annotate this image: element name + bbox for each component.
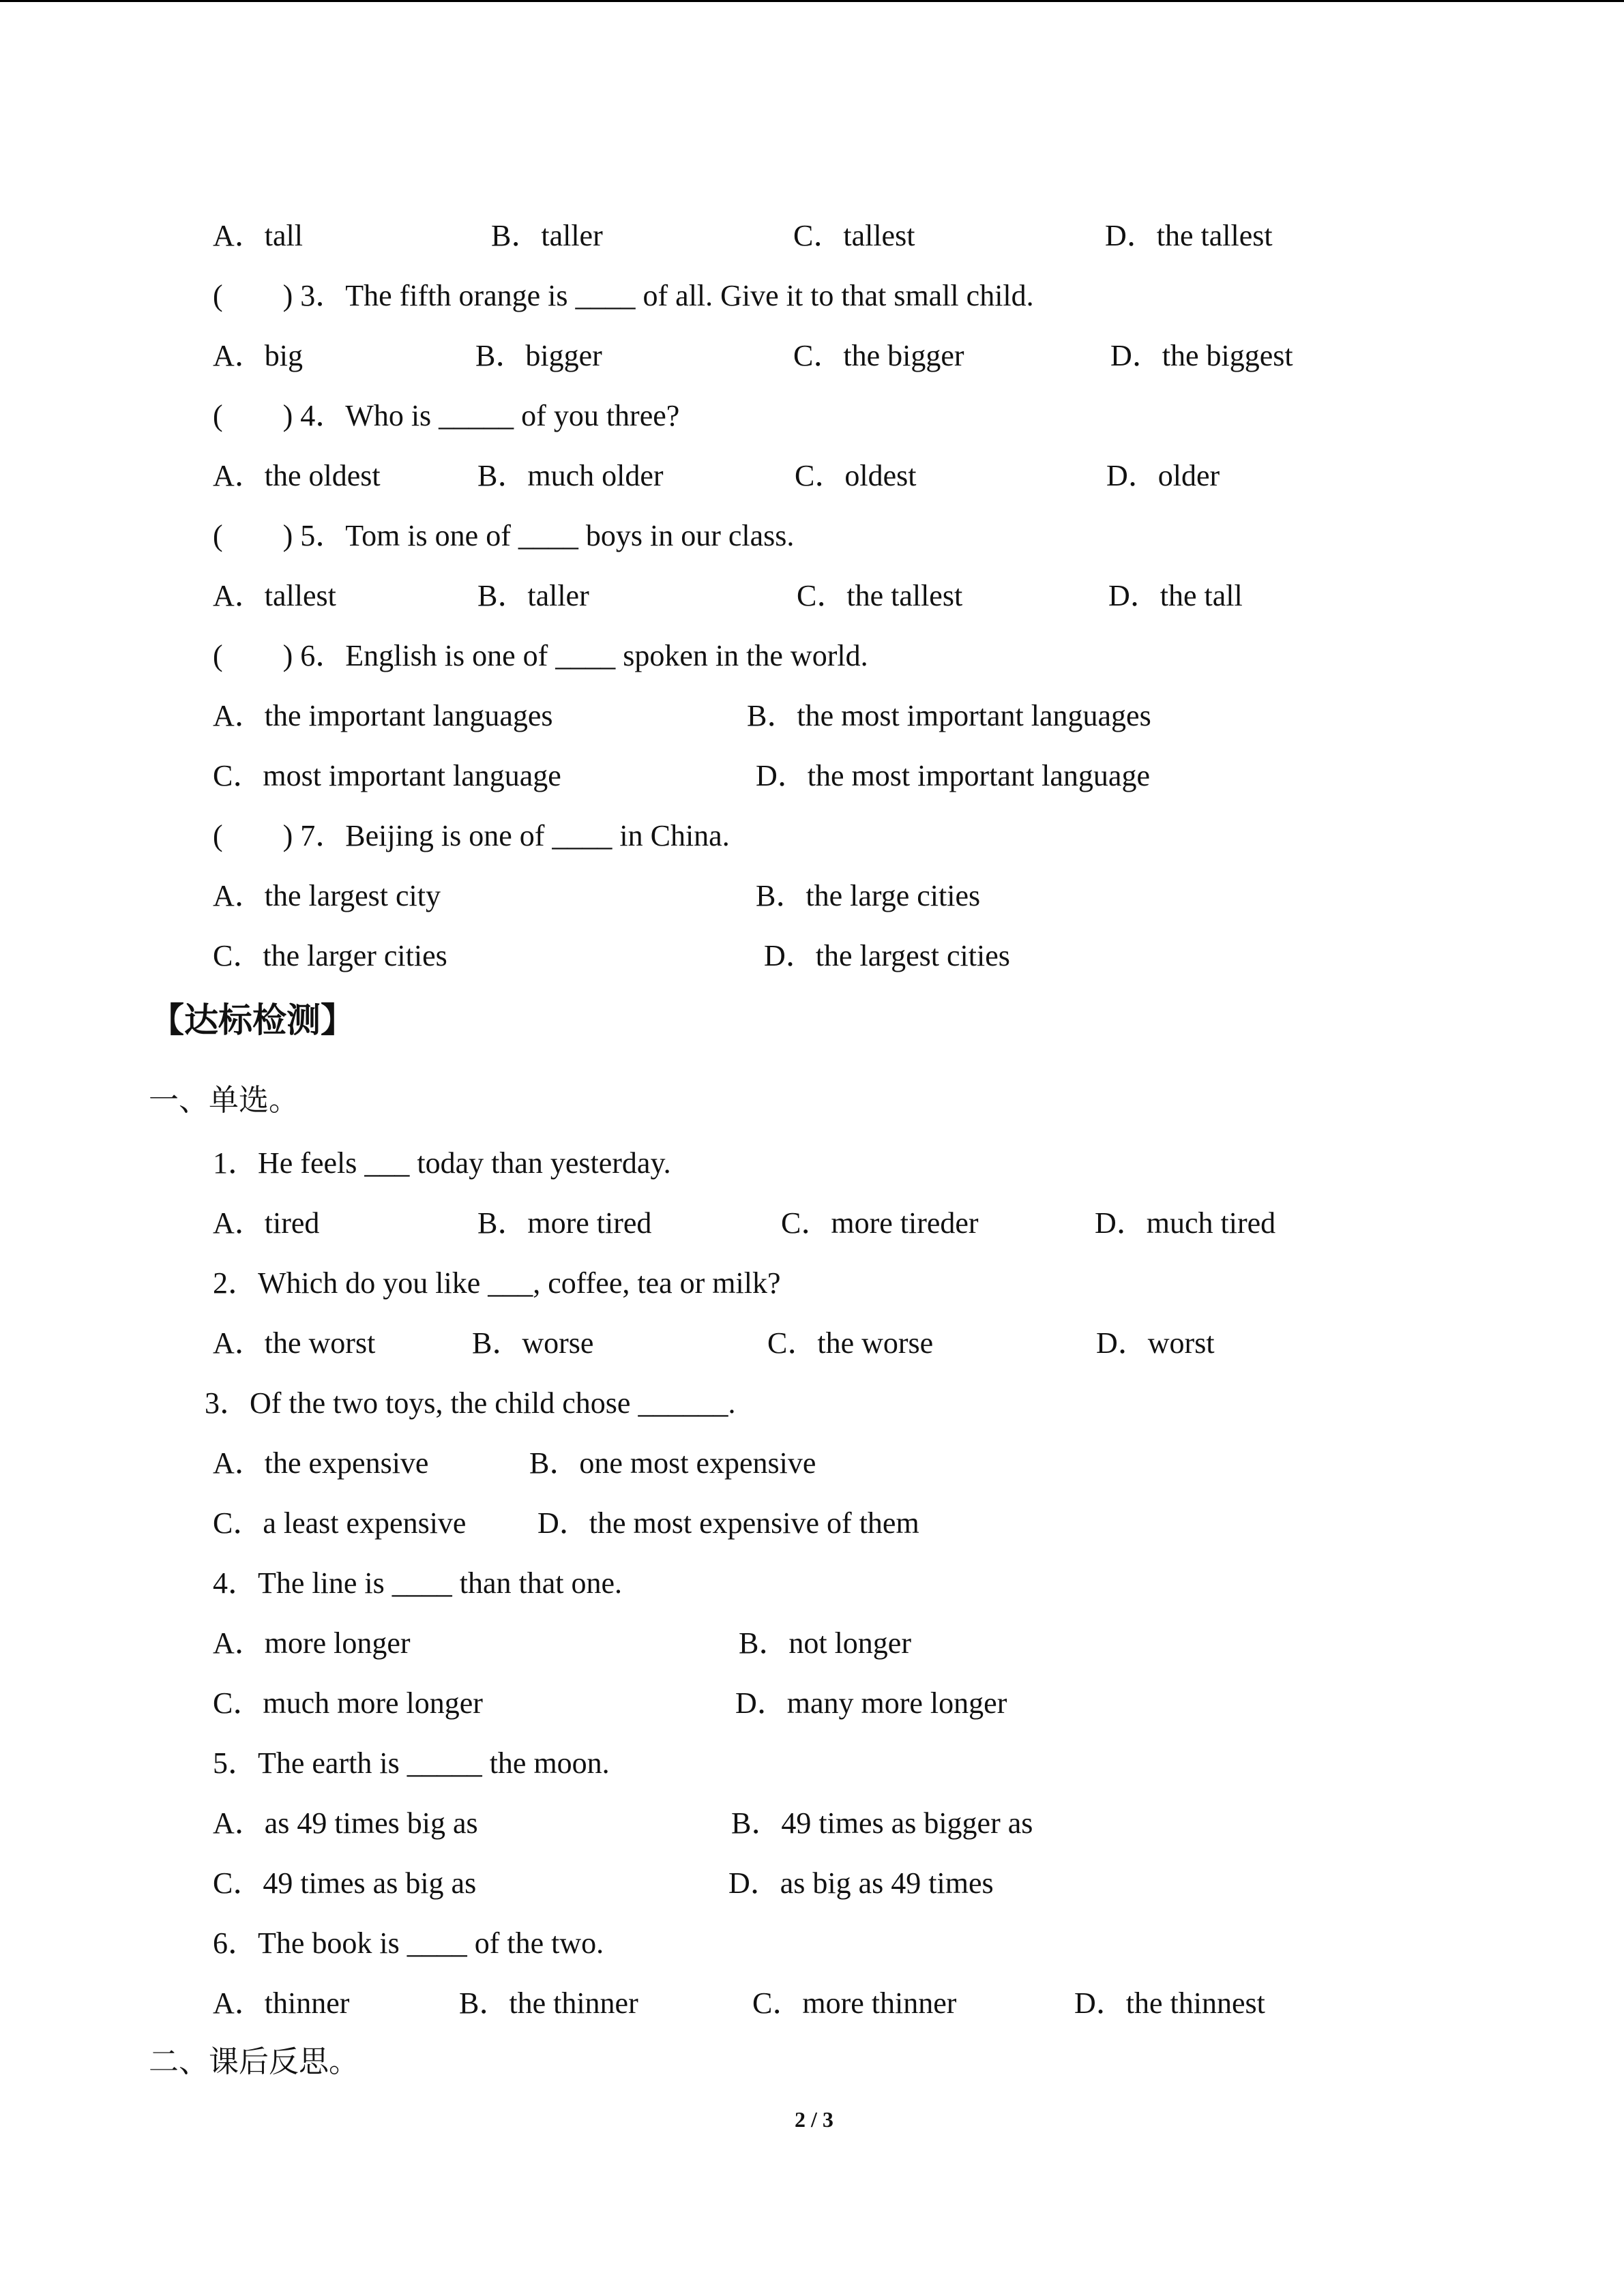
question-stem: ( ) 7．Beijing is one of ____ in China. (213, 819, 730, 852)
option-a: A．tired (213, 1206, 320, 1240)
option-a: A．the important languages (213, 699, 553, 732)
option-d: D．the largest cities (764, 939, 1010, 972)
question-stem: 5．The earth is _____ the moon. (213, 1746, 610, 1780)
option-a: A．more longer (213, 1626, 411, 1660)
question-stem: 1．He feels ___ today than yesterday. (213, 1146, 671, 1180)
section-title: 二、课后反思。 (149, 2044, 359, 2079)
option-b: B．taller (477, 579, 589, 612)
option-a: A．the expensive (213, 1446, 429, 1480)
question-stem: ( ) 5．Tom is one of ____ boys in our class. (213, 519, 795, 552)
option-c: C．the bigger (793, 339, 964, 372)
question-stem: 4．The line is ____ than that one. (213, 1566, 622, 1600)
question-stem: ( ) 3．The fifth orange is ____ of all. Give it to that small child. (213, 279, 1034, 312)
option-c: C．most important language (213, 759, 561, 792)
page-top-border (0, 0, 1624, 2)
option-c: C．the worse (767, 1326, 934, 1360)
option-d: D．the tallest (1105, 219, 1273, 252)
section-heading: 【达标检测】 (150, 1000, 355, 1040)
option-c: C．49 times as big as (213, 1866, 477, 1900)
page-number: 2 / 3 (795, 2107, 833, 2132)
option-b: B．49 times as bigger as (731, 1806, 1033, 1840)
option-d: D．the thinnest (1074, 1986, 1265, 2020)
option-b: B．the large cities (756, 879, 981, 912)
option-d: D．worst (1096, 1326, 1215, 1360)
question-stem: ( ) 6．English is one of ____ spoken in the world. (213, 639, 868, 672)
option-b: B．much older (477, 459, 664, 492)
option-d: D．the most expensive of them (537, 1506, 919, 1540)
option-c: C．a least expensive (213, 1506, 467, 1540)
option-b: B．worse (472, 1326, 594, 1360)
option-d: D．the tall (1108, 579, 1243, 612)
option-d: D．older (1106, 459, 1220, 492)
option-a: A．as 49 times big as (213, 1806, 478, 1840)
option-b: B．taller (491, 219, 603, 252)
option-c: C．more tireder (781, 1206, 979, 1240)
option-a: A．tallest (213, 579, 336, 612)
option-c: C．tallest (793, 219, 915, 252)
option-d: D．much tired (1095, 1206, 1276, 1240)
question-stem: 6．The book is ____ of the two. (213, 1926, 604, 1960)
option-a: A．the largest city (213, 879, 441, 912)
option-b: B．the thinner (459, 1986, 638, 2020)
option-a: A．thinner (213, 1986, 350, 2020)
option-c: C．the larger cities (213, 939, 447, 972)
option-d: D．as big as 49 times (728, 1866, 994, 1900)
option-d: D．the biggest (1110, 339, 1293, 372)
option-a: A．tall (213, 219, 303, 252)
option-b: B．not longer (739, 1626, 911, 1660)
option-c: C．much more longer (213, 1686, 483, 1720)
section-title: 一、单选。 (149, 1083, 299, 1118)
question-stem: ( ) 4．Who is _____ of you three? (213, 399, 680, 432)
option-b: B．the most important languages (747, 699, 1151, 732)
option-a: A．big (213, 339, 303, 372)
option-d: D．many more longer (735, 1686, 1007, 1720)
option-b: B．bigger (475, 339, 602, 372)
question-stem: 2．Which do you like ___, coffee, tea or milk? (213, 1266, 781, 1300)
option-a: A．the oldest (213, 459, 381, 492)
option-a: A．the worst (213, 1326, 376, 1360)
option-b: B．more tired (477, 1206, 652, 1240)
option-b: B．one most expensive (529, 1446, 816, 1480)
option-c: C．oldest (795, 459, 917, 492)
option-c: C．more thinner (752, 1986, 957, 2020)
option-c: C．the tallest (797, 579, 963, 612)
question-stem: 3．Of the two toys, the child chose ______. (205, 1386, 736, 1420)
option-d: D．the most important language (756, 759, 1150, 792)
